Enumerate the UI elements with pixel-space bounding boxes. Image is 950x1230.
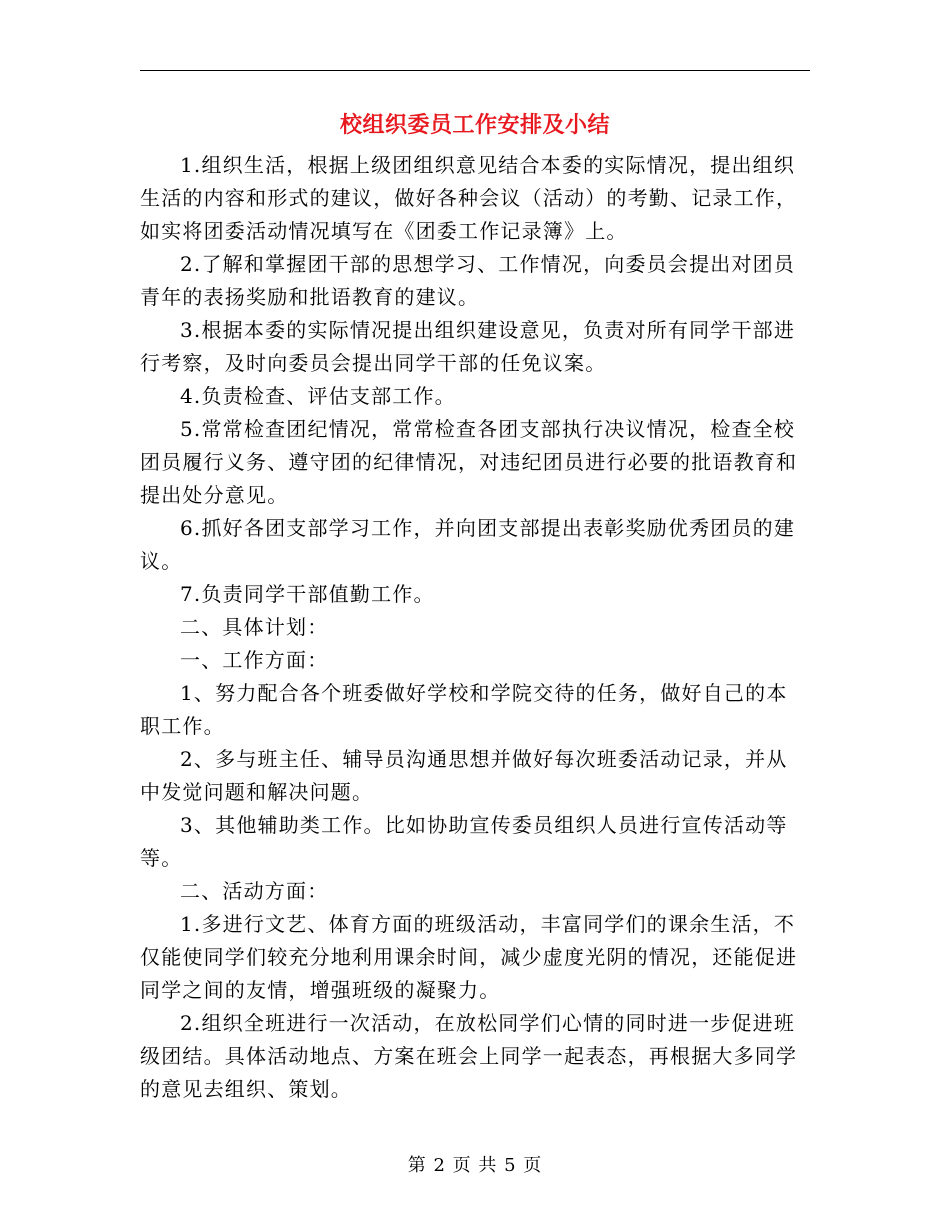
paragraph-5: 5.常常检查团纪情况，常常检查各团支部执行决议情况，检查全校团员履行义务、遵守团的纪律情况，对违纪团员进行必要的批语教育和提出处分意见。 xyxy=(140,417,798,507)
paragraph-2: 2.了解和掌握团干部的思想学习、工作情况，向委员会提出对团员青年的表扬奖励和批语教育的建议。 xyxy=(140,252,796,309)
footer-middle: 页 共 xyxy=(452,1155,498,1176)
footer-current-page: 2 xyxy=(433,1155,446,1176)
page-footer xyxy=(0,1153,950,1179)
paragraph-4: 4.负责检查、评估支部工作。 xyxy=(180,384,456,408)
footer-suffix: 页 xyxy=(523,1155,543,1176)
paragraph-3: 3.根据本委的实际情况提出组织建设意见，负责对所有同学干部进行考察，及时向委员会提出同学干部的任免议案。 xyxy=(140,318,796,375)
section-heading-plan: 二、具体计划： xyxy=(180,615,329,639)
header-rule xyxy=(140,70,810,71)
footer-total-pages: 5 xyxy=(504,1155,517,1176)
paragraph-6: 6.抓好各团支部学习工作，并向团支部提出表彰奖励优秀团员的建议。 xyxy=(140,516,796,573)
activity-item-1: 1.多进行文艺、体育方面的班级活动，丰富同学们的课余生活，不仅能使同学们较充分地利用课余时间，减少虚度光阴的情况，还能促进同学之间的友情，增强班级的凝聚力。 xyxy=(140,912,798,1002)
work-item-2: 2、多与班主任、辅导员沟通思想并做好每次班委活动记录，并从中发觉问题和解决问题。 xyxy=(140,747,788,804)
paragraph-1: 1.组织生活，根据上级团组织意见结合本委的实际情况，提出组织生活的内容和形式的建议，做好各种会议（活动）的考勤、记录工作，如实将团委活动情况填写在《团委工作记录簿》上。 xyxy=(140,153,798,243)
work-item-1: 1、努力配合各个班委做好学校和学院交待的任务，做好自己的本职工作。 xyxy=(140,681,788,738)
footer-prefix: 第 xyxy=(407,1155,427,1176)
subsection-heading-activity: 二、活动方面： xyxy=(180,879,329,903)
document-title: 校组织委员工作安排及小结 xyxy=(339,112,610,138)
subsection-heading-work: 一、工作方面： xyxy=(180,648,329,672)
activity-item-2: 2.组织全班进行一次活动，在放松同学们心情的同时进一步促进班级团结。具体活动地点、方案在班会上同学一起表态，再根据大多同学的意见去组织、策划。 xyxy=(140,1011,798,1101)
work-item-3: 3、其他辅助类工作。比如协助宣传委员组织人员进行宣传活动等等。 xyxy=(140,813,788,870)
document-body xyxy=(140,149,804,1106)
paragraph-7: 7.负责同学干部值勤工作。 xyxy=(180,582,435,606)
